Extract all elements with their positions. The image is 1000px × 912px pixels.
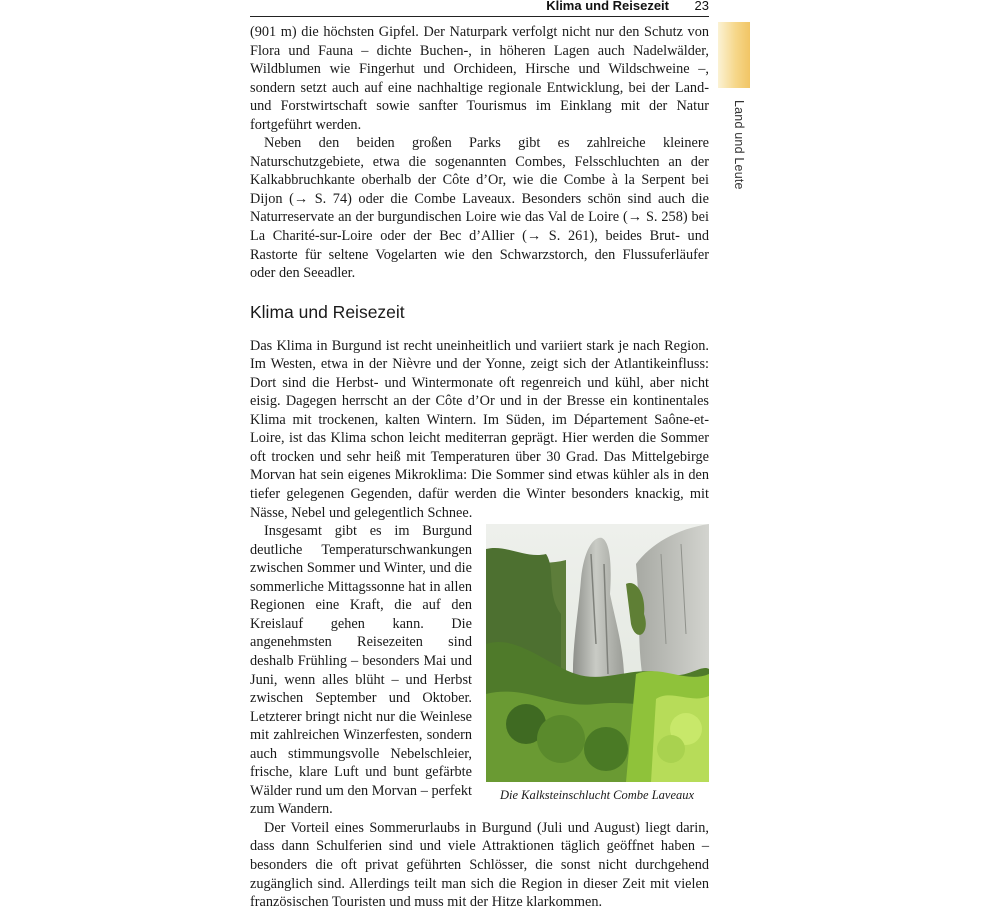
page-body <box>250 23 709 912</box>
gorge-photo <box>486 524 709 782</box>
section-heading: Klima und Reisezeit <box>250 301 405 322</box>
paragraph-klima: Das Klima in Burgund ist recht uneinheitlich und variiert stark je nach Region. Im Westen, etwa in der Nièvre und der Yonne, zeigt sich der Atlantikeinfluss: Dort sind die Herbst- und Wintermonate oft regenreich und kühl, aber nicht eisig. Dagegen herrscht an der Côte d’Or und in der Bresse ein kontinentales Klima mit trockenen, kalten Wintern. Im Süden, im Département Saône-et-Loire, ist das Klima schon leicht mediterran geprägt. Hier werden die Sommer oft trocken und sehr heiß mit Temperaturen über 30 Grad. Das Mittelgebirge Morvan hat sein eigenes Mikroklima: Die Sommer sind etwas kühler als in den tiefer gelegenen Gegenden, dafür werden die Winter besonders knackig, mit Nässe, Nebel und gelegentlich Schnee. <box>250 337 709 521</box>
paragraph-reisezeit-text: Insgesamt gibt es im Burgund deutliche Temperaturschwankungen zwischen Sommer und Winter, und die sommerliche Mittagssonne hat in allen Regionen eine Kraft, die auf den Kreislauf gehen kann. Die angenehmsten Reisezeiten sind deshalb Frühling – besonders Mai und Juni, wenn alles blüht – und Herbst zwischen September und Oktober. Letzterer bringt nicht nur die Weinlese mit zahlreichen Winzerfesten, sondern auch stimmungsvolle Nebelschleier, frische, klare Luft und bunt gefärbte Wälder rund um den Morvan – perfekt zum Wandern. <box>250 523 472 818</box>
paragraph-intro: (901 m) die höchsten Gipfel. Der Naturpark verfolgt nicht nur den Schutz von Flora und Fauna – dichte Buchen-, in höheren Lagen auch Nadelwälder, Wildblumen wie Fingerhut und Orchideen, Hirsche und Wildschweine –, sondern setzt auch auf eine nachhaltige regionale Entwicklung, bei der Land- und Forstwirtschaft sowie sanfter Tourismus im Einklang mit der Natur fortgeführt werden. <box>250 24 709 133</box>
page-number: 23 <box>694 0 709 13</box>
chapter-tab-marker <box>718 22 750 88</box>
figure-caption: Die Kalksteinschlucht Combe Laveaux <box>500 788 695 803</box>
running-title: Klima und Reisezeit <box>546 0 669 13</box>
chapter-side-label: Land und Leute <box>732 100 746 190</box>
paragraph-sommer: Der Vorteil eines Sommerurlaubs in Burgund (Juli und August) liegt darin, dass dann Schulferien sind und viele Attraktionen täglich geöffnet haben – besonders die oft privat geführten Schlösser, die sonst nicht durchgehend zugänglich sind. Allerdings teilt man sich die Region in dieser Zeit mit vielen französischen Touristen und muss mit der Hitze klarkommen. <box>250 819 709 911</box>
figure <box>486 522 709 804</box>
paragraph-parks: Neben den beiden großen Parks gibt es zahlreiche kleinere Naturschutzgebiete, etwa die sogenannten Combes, Felsschluchten an der Kalkabbruchkante oberhalb der Côte d’Or, wie die Combe à la Serpent bei Dijon (→ S. 74) oder die Combe Laveaux. Besonders schön sind auch die Naturreservate an der burgundischen Loire wie das Val de Loire (→ S. 258) bei La Charité-sur-Loire oder der Bec d’Allier (→ S. 261), beides Brut- und Rastorte für seltene Vogelarten wie den Schwarzstorch, den Flussuferläufer oder den Seeadler. <box>250 135 709 282</box>
paragraph-reisezeit <box>250 522 709 819</box>
running-header <box>250 0 709 17</box>
